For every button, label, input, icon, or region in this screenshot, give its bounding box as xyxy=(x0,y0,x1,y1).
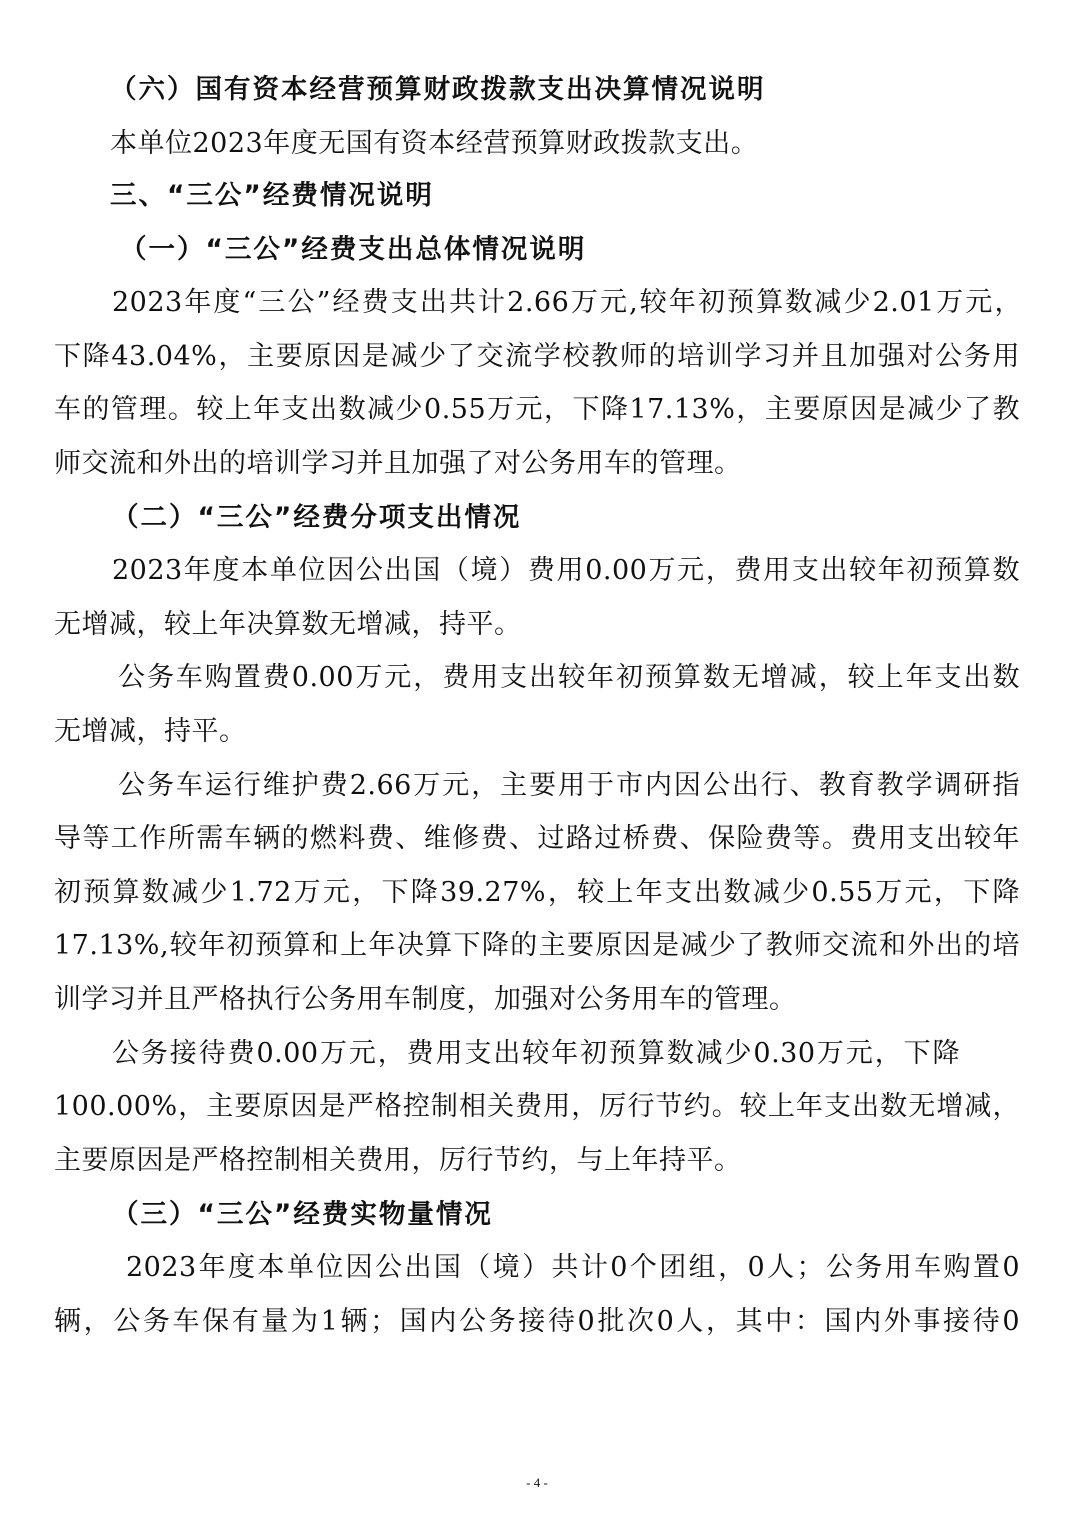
paragraph-line: 导等工作所需车辆的燃料费、维修费、过路过桥费、保险费等。费用支出较年 xyxy=(54,823,1020,854)
subsection-heading-1: （一）“三公”经费支出总体情况说明 xyxy=(120,234,587,265)
paragraph-line: 无增减，持平。 xyxy=(54,716,247,747)
page-number: - 4 - xyxy=(526,1475,548,1490)
paragraph-line: 辆，公务车保有量为1辆；国内公务接待0批次0人，其中：国内外事接待0 xyxy=(54,1306,1020,1337)
paragraph-line: 初预算数减少1.72万元，下降39.27%，较上年支出数减少0.55万元，下降 xyxy=(54,877,1020,908)
paragraph-line: 2023年度本单位因公出国（境）费用0.00万元，费用支出较年初预算数 xyxy=(112,555,1020,586)
paragraph-line: 无增减，较上年决算数无增减，持平。 xyxy=(54,609,522,640)
paragraph-line: 下降43.04%，主要原因是减少了交流学校教师的培训学习并且加强对公务用 xyxy=(54,341,1020,372)
subsection-heading-2: （二）“三公”经费分项支出情况 xyxy=(112,502,522,533)
paragraph-line: 公务接待费0.00万元，费用支出较年初预算数减少0.30万元，下降 xyxy=(112,1038,960,1069)
paragraph-line: 公务车购置费0.00万元，费用支出较年初预算数无增减，较上年支出数 xyxy=(118,662,1020,693)
paragraph-line: 训学习并且严格执行公务用车制度，加强对公务用车的管理。 xyxy=(54,984,797,1015)
paragraph-line: 17.13%,较年初预算和上年决算下降的主要原因是减少了教师交流和外出的培 xyxy=(54,930,1020,961)
section-6-body: 本单位2023年度无国有资本经营预算财政拨款支出。 xyxy=(110,128,759,159)
paragraph-line: 主要原因是严格控制相关费用，厉行节约，与上年持平。 xyxy=(54,1145,742,1176)
paragraph-line: 师交流和外出的培训学习并且加强了对公务用车的管理。 xyxy=(54,448,742,479)
section-heading-3: 三、“三公”经费情况说明 xyxy=(110,180,434,211)
section-heading-6: （六）国有资本经营预算财政拨款支出决算情况说明 xyxy=(110,74,766,105)
paragraph-line: 100.00%，主要原因是严格控制相关费用，厉行节约。较上年支出数无增减， xyxy=(54,1091,1020,1122)
paragraph-line: 车的管理。较上年支出数减少0.55万元，下降17.13%，主要原因是减少了教 xyxy=(54,394,1020,425)
paragraph-line: 2023年度本单位因公出国（境）共计0个团组，0人；公务用车购置0 xyxy=(126,1252,1020,1283)
paragraph-line: 2023年度“三公”经费支出共计2.66万元,较年初预算数减少2.01万元， xyxy=(112,287,1022,318)
paragraph-line: 公务车运行维护费2.66万元，主要用于市内因公出行、教育教学调研指 xyxy=(118,770,1020,801)
subsection-heading-3: （三）“三公”经费实物量情况 xyxy=(112,1199,493,1230)
